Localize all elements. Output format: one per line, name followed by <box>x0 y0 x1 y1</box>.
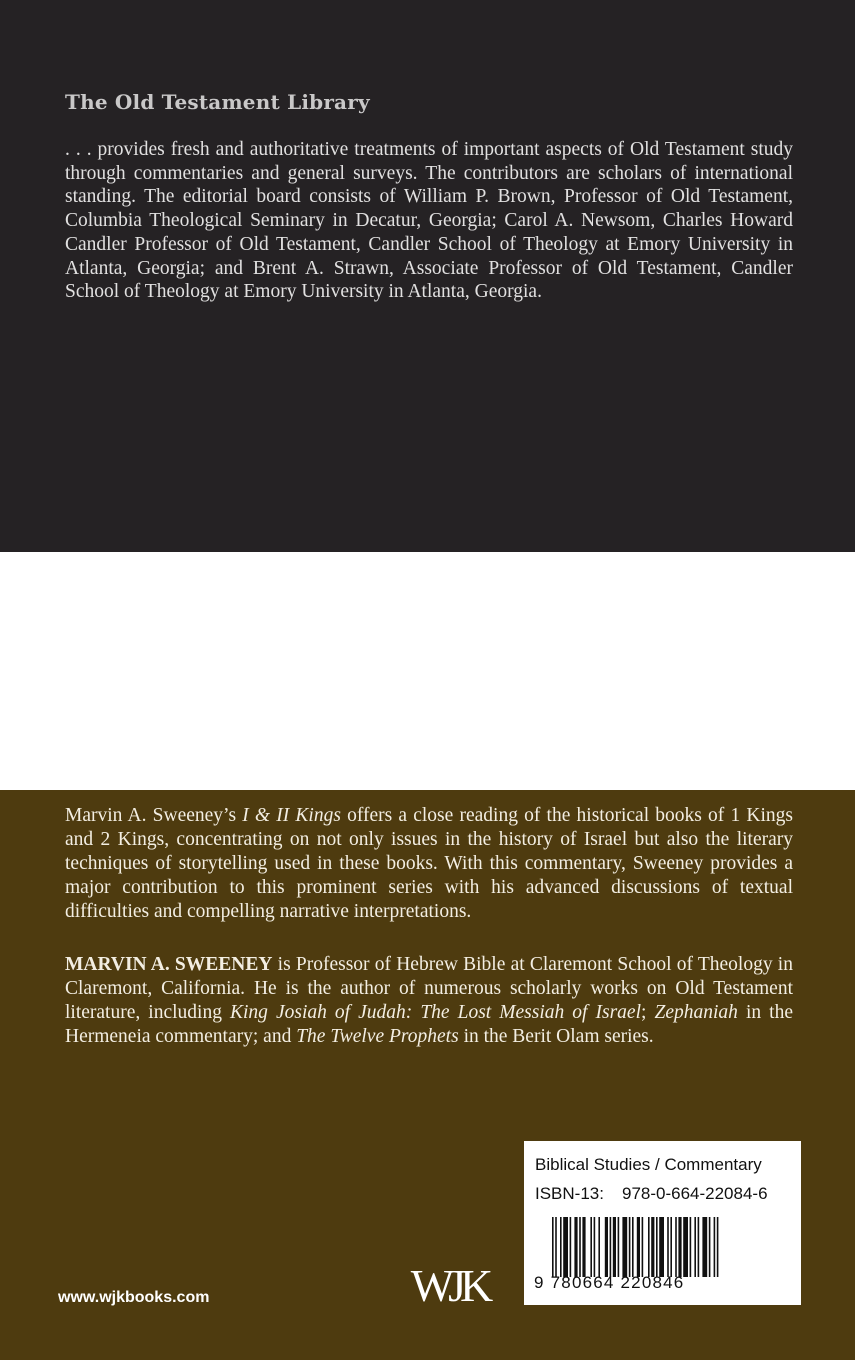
isbn-value: 978-0-664-22084-6 <box>621 1184 768 1203</box>
barcode-bar <box>560 1217 562 1277</box>
isbn-box <box>524 1141 801 1305</box>
barcode-bar <box>683 1217 688 1277</box>
barcode-bar <box>659 1217 664 1277</box>
barcode-bar <box>605 1217 608 1277</box>
publisher-logo <box>405 1262 493 1310</box>
barcode-bar <box>690 1217 692 1277</box>
barcode-bar <box>717 1217 719 1277</box>
barcode-bar <box>675 1217 677 1277</box>
barcode-bar <box>698 1217 700 1277</box>
barcode-bar <box>574 1217 577 1277</box>
barcode-bar <box>656 1217 658 1277</box>
barcode-bar <box>610 1217 612 1277</box>
barcode-bar <box>678 1217 681 1277</box>
barcode-bar <box>590 1217 592 1277</box>
barcode-bar <box>714 1217 716 1277</box>
barcode-bar <box>642 1217 644 1277</box>
barcode-bar <box>670 1217 672 1277</box>
author-work: The Twelve Prophets <box>296 1026 459 1047</box>
barcode-bar <box>570 1217 572 1277</box>
barcode-bar <box>629 1217 631 1277</box>
barcode-bar <box>622 1217 627 1277</box>
blurb-intro: Marvin A. Sweeney’s <box>65 805 243 826</box>
series-title: The Old Testament Library <box>65 90 370 114</box>
barcode-number: 780664 220846 <box>550 1273 685 1292</box>
author-bio: MARVIN A. SWEENEY is Professor of Hebrew Bible at Claremont School of Theology in Claremont, California. He is the author of numerous scholarly works on Old Testament literature, including King Josiah of Judah: The Lost Messiah of Israel; Zephaniah in the Hermeneia commentary; and The Twelve Prophets in the Berit Olam series. <box>65 954 793 1047</box>
isbn-label: ISBN-13: <box>535 1184 604 1203</box>
barcode-bar <box>709 1217 711 1277</box>
blurb-rest: offers a close reading of the historical books of 1 Kings and 2 Kings, concentrating on not only issues in the history of Israel but also the literary techniques of storytelling used in these books. With this commentary, Sweeney provides a major contribution to this prominent series with his advanced discussions of textual difficulties and compelling narrative interpretations. <box>65 805 793 922</box>
author-work: King Josiah of Judah: The Lost Messiah of Israel <box>230 1002 642 1023</box>
barcode-bar <box>618 1217 620 1277</box>
barcode <box>552 1217 792 1277</box>
barcode-bar <box>579 1217 581 1277</box>
publisher-logo-text: WJK <box>410 1260 488 1311</box>
barcode-bar <box>613 1217 616 1277</box>
author-work: Zephaniah <box>654 1002 738 1023</box>
book-category: Biblical Studies / Commentary <box>535 1155 762 1174</box>
barcode-bar <box>632 1217 634 1277</box>
publisher-website[interactable]: www.wjkbooks.com <box>58 1289 210 1306</box>
barcode-bar <box>637 1217 640 1277</box>
book-title: I & II Kings <box>242 805 341 826</box>
barcode-bar <box>702 1217 707 1277</box>
barcode-bar <box>563 1217 568 1277</box>
barcode-bar <box>582 1217 585 1277</box>
barcode-bar <box>694 1217 696 1277</box>
barcode-first-digit: 9 <box>534 1273 545 1292</box>
barcode-bar <box>552 1217 554 1277</box>
blank-panel <box>0 552 855 790</box>
barcode-bar <box>555 1217 557 1277</box>
barcode-bar <box>651 1217 654 1277</box>
isbn-line <box>535 1184 768 1204</box>
barcode-bar <box>598 1217 600 1277</box>
author-name: MARVIN A. SWEENEY <box>65 954 273 975</box>
series-description: . . . provides fresh and authoritative treatments of important aspects of Old Testament study through commentaries and general surveys. The contributors are scholars of international standing. The editorial board consists of William P. Brown, Professor of Old Testament, Columbia Theological Seminary in Decatur, Georgia; Carol A. Newsom, Charles Howard Candler Professor of Old Testament, Candler School of Theology at Emory University in Atlanta, Georgia; and Brent A. Strawn, Associate Professor of Old Testament, Candler School of Theology at Emory University in Atlanta, Georgia. <box>65 139 793 303</box>
barcode-bar <box>667 1217 669 1277</box>
barcode-bar <box>594 1217 596 1277</box>
book-blurb <box>65 804 793 924</box>
barcode-digits <box>534 1273 684 1293</box>
barcode-bar <box>648 1217 650 1277</box>
